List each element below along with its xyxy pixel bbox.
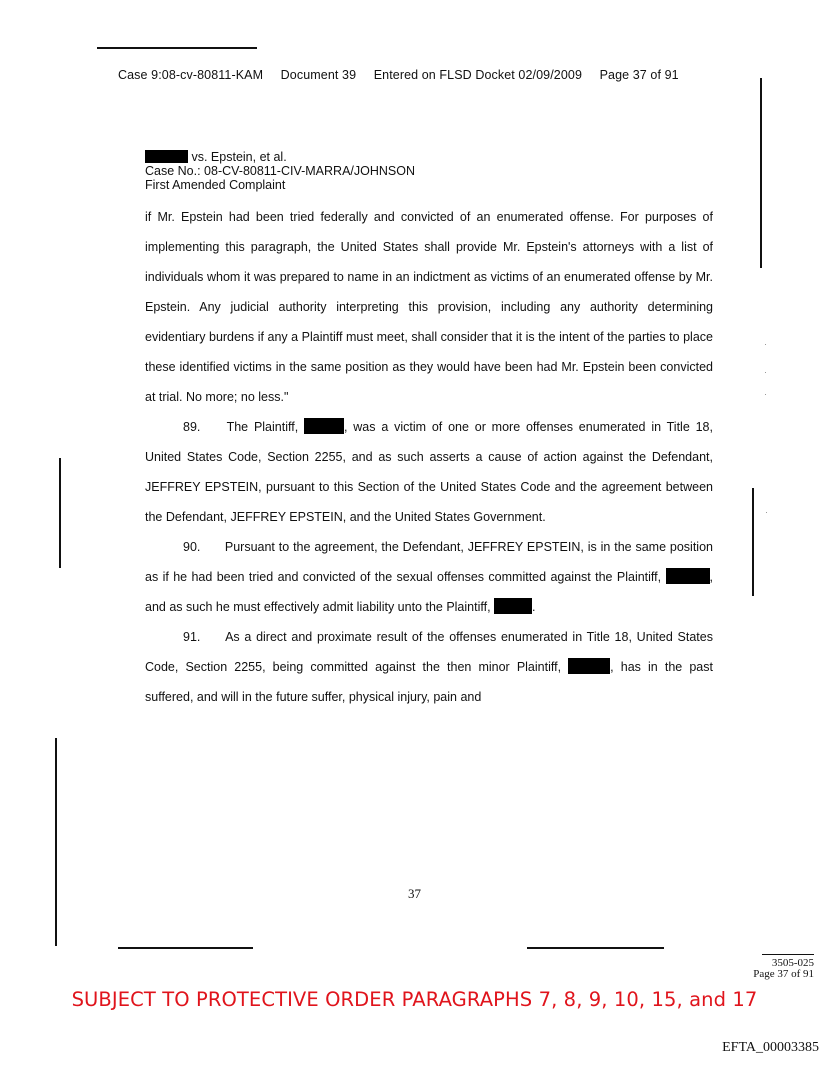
paragraph-number: 89. bbox=[183, 420, 201, 434]
bates-page: Page 37 of 91 bbox=[753, 968, 814, 980]
redaction-box bbox=[145, 150, 188, 163]
margin-bar-left bbox=[59, 458, 61, 568]
caption-parties: vs. Epstein, et al. bbox=[191, 150, 287, 164]
margin-bar-right-top bbox=[760, 78, 762, 268]
paragraph-90: 90. Pursuant to the agreement, the Defendant, JEFFREY EPSTEIN, is in the same position as if he had been tried and convicted of the sexual offenses committed against the Plaintiff, , and as such he must effectively admit liability unto the Plaintiff, . bbox=[145, 532, 713, 622]
docket-header bbox=[118, 68, 679, 82]
caption-line-1 bbox=[145, 150, 415, 164]
speck bbox=[766, 512, 767, 513]
redaction-box bbox=[494, 598, 532, 614]
bates-number: 3505-025 bbox=[771, 957, 814, 969]
paragraph-91: 91. As a direct and proximate result of the offenses enumerated in Title 18, United States Code, Section 2255, being committed against the then minor Plaintiff, , has in the past suffered, and will in the future suffer, physical injury, pain and bbox=[145, 622, 713, 712]
bates-stamp bbox=[753, 958, 814, 980]
margin-bar-right-mid bbox=[752, 488, 754, 596]
paragraph-number: 90. bbox=[183, 540, 201, 554]
paragraph-89: 89. The Plaintiff, , was a victim of one or more offenses enumerated in Title 18, United States Code, Section 2255, and as such asserts a cause of action against the Defendant, JEFFREY EPSTEIN, pursuant to this Section of the United States Code and the agreement between the Defendant, JEFFREY EPSTEIN, and the United States Government. bbox=[145, 412, 713, 532]
header-page: Page 37 of 91 bbox=[599, 68, 679, 82]
bottom-rule-left bbox=[118, 947, 253, 949]
redaction-box bbox=[666, 568, 710, 584]
case-caption bbox=[145, 150, 415, 192]
speck bbox=[765, 372, 766, 373]
docket-entry: Entered on FLSD Docket 02/09/2009 bbox=[373, 68, 582, 82]
bates-rule bbox=[762, 954, 814, 955]
redaction-box bbox=[568, 658, 610, 674]
speck bbox=[765, 394, 766, 395]
paragraph-88-continued: if Mr. Epstein had been tried federally and convicted of an enumerated offense. For purposes of implementing this paragraph, the United States shall provide Mr. Epstein's attorneys with a list of individuals whom it was prepared to name in an indictment as victims of an enumerated offense by Mr. Epstein. Any judicial authority interpreting this provision, including any authority determining evidentiary burdens if any a Plaintiff must meet, shall consider that it is the intent of the parties to place these identified victims in the same position as they would have been had Mr. Epstein been convicted at trial. No more; no less." bbox=[145, 210, 713, 404]
complaint-body bbox=[145, 202, 713, 712]
protective-order-notice: SUBJECT TO PROTECTIVE ORDER PARAGRAPHS 7, 8, 9, 10, 15, and 17 bbox=[71, 988, 758, 1011]
bottom-rule-right bbox=[527, 947, 664, 949]
redaction-box bbox=[304, 418, 344, 434]
page-number: 37 bbox=[408, 886, 421, 901]
top-rule bbox=[97, 47, 257, 49]
case-number: Case 9:08-cv-80811-KAM bbox=[118, 68, 264, 82]
margin-bar-left-bottom bbox=[55, 738, 57, 946]
caption-document-title: First Amended Complaint bbox=[145, 178, 286, 192]
caption-case-number: Case No.: 08-CV-80811-CIV-MARRA/JOHNSON bbox=[145, 164, 415, 178]
efta-document-id: EFTA_00003385 bbox=[722, 1040, 819, 1055]
paragraph-number: 91. bbox=[183, 630, 201, 644]
speck bbox=[765, 344, 766, 345]
document-number: Document 39 bbox=[280, 68, 357, 82]
